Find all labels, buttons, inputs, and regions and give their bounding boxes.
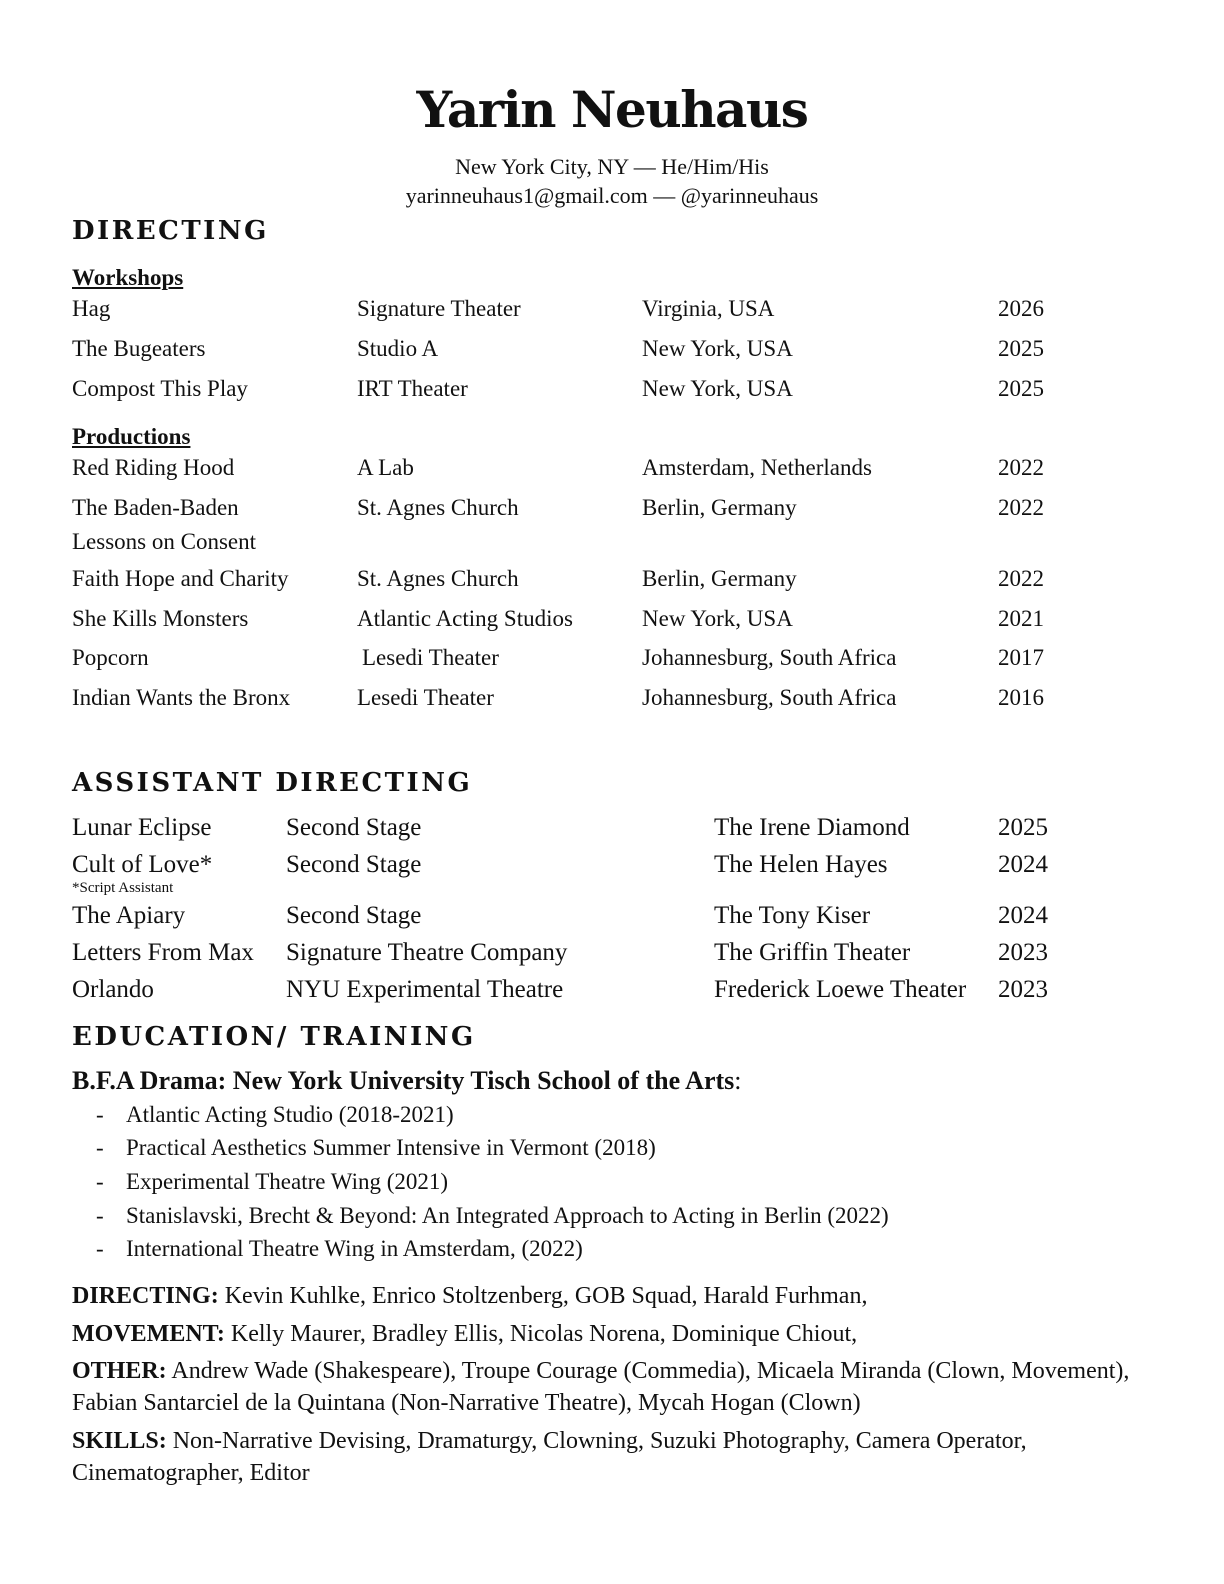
assistant-year: 2023: [998, 976, 1048, 1003]
section-education-heading: EDUCATION/ TRAINING: [72, 1022, 476, 1052]
production-location: Berlin, Germany: [642, 495, 797, 520]
workshop-venue: Signature Theater: [357, 296, 521, 321]
training-bullet: [96, 1203, 889, 1229]
skills: [72, 1425, 1132, 1489]
assistant-year: 2025: [998, 814, 1048, 841]
assistant-year: 2024: [998, 851, 1048, 878]
degree-title: B.F.A Drama: New York University Tisch School of the Arts: [72, 1066, 735, 1095]
section-directing-heading: DIRECTING: [72, 216, 269, 246]
training-bullet-text: Experimental Theatre Wing (2021): [126, 1169, 449, 1194]
production-year: 2022: [998, 495, 1044, 520]
bullet-dash: -: [96, 1203, 104, 1228]
production-title: The Baden-Baden: [72, 495, 239, 520]
workshop-title: Hag: [72, 296, 111, 321]
training-bullet-text: Stanislavski, Brecht & Beyond: An Integrated Approach to Acting in Berlin (2022): [126, 1203, 889, 1228]
training-bullet: [96, 1236, 583, 1262]
production-venue: St. Agnes Church: [357, 566, 519, 591]
production-title: Indian Wants the Bronx: [72, 685, 291, 710]
production-year: 2016: [998, 685, 1044, 710]
directing-teachers-label: DIRECTING:: [72, 1283, 219, 1309]
workshop-location: New York, USA: [642, 336, 793, 361]
bullet-dash: -: [96, 1236, 104, 1261]
workshop-location: New York, USA: [642, 376, 793, 401]
production-title: Red Riding Hood: [72, 455, 235, 480]
assistant-year: 2024: [998, 902, 1048, 929]
workshop-venue: IRT Theater: [357, 376, 468, 401]
workshop-year: 2025: [998, 376, 1044, 401]
assistant-company: Second Stage: [286, 851, 422, 878]
assistant-company: Second Stage: [286, 814, 422, 841]
directing-teachers: [72, 1280, 1132, 1312]
assistant-theater: The Helen Hayes: [714, 851, 888, 878]
assistant-year: 2023: [998, 939, 1048, 966]
degree-line: [72, 1066, 742, 1096]
training-bullet-text: Atlantic Acting Studio (2018-2021): [126, 1102, 454, 1127]
workshop-year: 2026: [998, 296, 1044, 321]
assistant-company: NYU Experimental Theatre: [286, 976, 564, 1003]
assistant-title: Orlando: [72, 976, 154, 1003]
production-location: Berlin, Germany: [642, 566, 797, 591]
resume-name: Yarin Neuhaus: [416, 80, 808, 139]
skills-text: Non-Narrative Devising, Dramaturgy, Clowning, Suzuki Photography, Camera Operator, Cinematographer, Editor: [72, 1428, 1027, 1486]
production-title: Faith Hope and Charity: [72, 566, 289, 591]
assistant-title: Lunar Eclipse: [72, 814, 212, 841]
production-year: 2017: [998, 645, 1044, 670]
skills-label: SKILLS:: [72, 1428, 167, 1454]
assistant-company: Second Stage: [286, 902, 422, 929]
training-bullet: [96, 1102, 454, 1128]
production-year: 2022: [998, 566, 1044, 591]
directing-teachers-text: Kevin Kuhlke, Enrico Stoltzenberg, GOB Squad, Harald Furhman,: [218, 1283, 868, 1309]
bullet-dash: -: [96, 1102, 104, 1127]
training-bullet: [96, 1169, 448, 1195]
assistant-theater: Frederick Loewe Theater: [714, 976, 967, 1003]
degree-colon: :: [734, 1066, 742, 1095]
production-location: Johannesburg, South Africa: [642, 645, 897, 670]
assistant-title-note: *Script Assistant: [72, 880, 174, 896]
production-venue: Lesedi Theater: [357, 685, 494, 710]
assistant-title: Letters From Max: [72, 939, 254, 966]
workshop-title: The Bugeaters: [72, 336, 206, 361]
assistant-title: Cult of Love*: [72, 851, 213, 878]
production-location: New York, USA: [642, 606, 793, 631]
training-bullet-text: Practical Aesthetics Summer Intensive in Vermont (2018): [126, 1135, 656, 1160]
bullet-dash: -: [96, 1135, 104, 1160]
production-year: 2022: [998, 455, 1044, 480]
workshop-venue: Studio A: [357, 336, 439, 361]
movement-teachers-label: MOVEMENT:: [72, 1321, 225, 1347]
other-teachers-text: Andrew Wade (Shakespeare), Troupe Courage (Commedia), Micaela Miranda (Clown, Movement), Fabian Santarciel de la Quintana (Non-Narrative Theatre), Mycah Hogan (Clown): [72, 1358, 1130, 1416]
other-teachers-label: OTHER:: [72, 1358, 167, 1384]
production-venue: Lesedi Theater: [362, 645, 499, 670]
contact-email-handle: yarinneuhaus1@gmail.com — @yarinneuhaus: [405, 183, 819, 208]
training-bullet: [96, 1135, 656, 1161]
production-location: Johannesburg, South Africa: [642, 685, 897, 710]
training-bullet-text: International Theatre Wing in Amsterdam, (2022): [126, 1236, 583, 1261]
production-venue: A Lab: [357, 455, 414, 480]
productions-subheading: Productions: [72, 424, 191, 449]
assistant-theater: The Griffin Theater: [714, 939, 911, 966]
production-venue: Atlantic Acting Studios: [357, 606, 573, 631]
contact-location-pronouns: New York City, NY — He/Him/His: [455, 154, 769, 179]
production-year: 2021: [998, 606, 1044, 631]
assistant-theater: The Irene Diamond: [714, 814, 910, 841]
bullet-dash: -: [96, 1169, 104, 1194]
other-teachers: [72, 1355, 1132, 1419]
workshop-title: Compost This Play: [72, 376, 248, 401]
production-title: Popcorn: [72, 645, 149, 670]
workshop-year: 2025: [998, 336, 1044, 361]
workshops-subheading: Workshops: [72, 265, 184, 290]
assistant-theater: The Tony Kiser: [714, 902, 871, 929]
production-venue: St. Agnes Church: [357, 495, 519, 520]
movement-teachers: [72, 1318, 1132, 1350]
section-assistant-directing-heading: ASSISTANT DIRECTING: [72, 768, 473, 798]
assistant-company: Signature Theatre Company: [286, 939, 568, 966]
production-title-line2: Lessons on Consent: [72, 529, 256, 554]
movement-teachers-text: Kelly Maurer, Bradley Ellis, Nicolas Norena, Dominique Chiout,: [224, 1321, 858, 1347]
production-title: She Kills Monsters: [72, 606, 249, 631]
production-location: Amsterdam, Netherlands: [642, 455, 872, 480]
workshop-location: Virginia, USA: [642, 296, 775, 321]
assistant-title: The Apiary: [72, 902, 186, 929]
